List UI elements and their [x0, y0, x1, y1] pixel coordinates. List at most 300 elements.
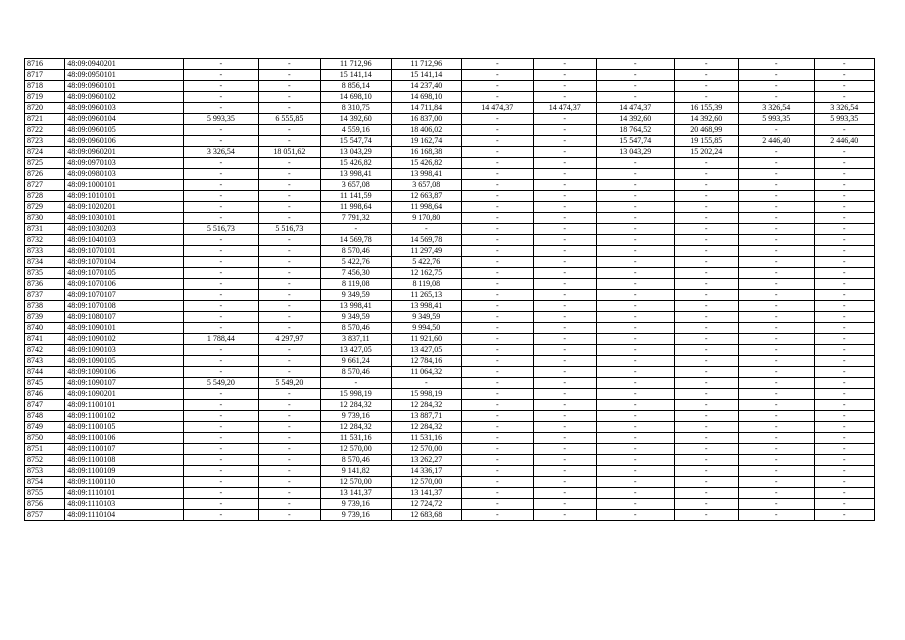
- value-col-9: -: [596, 301, 674, 312]
- table-row: [25, 224, 875, 235]
- value-col-9: 18 764,52: [596, 125, 674, 136]
- value-col-7: -: [462, 345, 534, 356]
- value-col-5: 15 998,19: [321, 389, 391, 400]
- value-col-6: 11 921,60: [391, 334, 461, 345]
- row-number: 8740: [25, 323, 65, 334]
- value-col-5: 5 422,76: [321, 257, 391, 268]
- value-col-3: -: [184, 444, 259, 455]
- row-number: 8733: [25, 246, 65, 257]
- value-col-12: 5 993,35: [814, 114, 875, 125]
- row-number: 8730: [25, 213, 65, 224]
- row-number: 8736: [25, 279, 65, 290]
- table-row: [25, 400, 875, 411]
- value-col-11: -: [738, 235, 814, 246]
- value-col-12: -: [814, 466, 875, 477]
- value-col-7: -: [462, 213, 534, 224]
- value-col-7: -: [462, 290, 534, 301]
- value-col-5: 9 349,59: [321, 312, 391, 323]
- value-col-6: 3 657,08: [391, 180, 461, 191]
- value-col-3: -: [184, 235, 259, 246]
- value-col-3: -: [184, 400, 259, 411]
- value-col-3: -: [184, 158, 259, 169]
- value-col-4: -: [258, 400, 320, 411]
- row-number: 8718: [25, 81, 65, 92]
- row-number: 8751: [25, 444, 65, 455]
- value-col-7: -: [462, 169, 534, 180]
- value-col-8: -: [533, 455, 596, 466]
- value-col-12: -: [814, 268, 875, 279]
- value-col-8: -: [533, 312, 596, 323]
- value-col-12: -: [814, 378, 875, 389]
- value-col-9: -: [596, 235, 674, 246]
- value-col-12: -: [814, 301, 875, 312]
- table-row: [25, 92, 875, 103]
- value-col-12: -: [814, 180, 875, 191]
- value-col-11: -: [738, 81, 814, 92]
- value-col-4: -: [258, 213, 320, 224]
- cadastral-number: 48:09:1100108: [65, 455, 184, 466]
- value-col-11: 5 993,35: [738, 114, 814, 125]
- value-col-9: -: [596, 422, 674, 433]
- value-col-9: 13 043,29: [596, 147, 674, 158]
- value-col-3: 1 788,44: [184, 334, 259, 345]
- table-row: [25, 422, 875, 433]
- value-col-10: -: [674, 268, 738, 279]
- value-col-3: -: [184, 213, 259, 224]
- value-col-4: -: [258, 488, 320, 499]
- value-col-9: -: [596, 81, 674, 92]
- value-col-12: -: [814, 257, 875, 268]
- row-number: 8717: [25, 70, 65, 81]
- row-number: 8731: [25, 224, 65, 235]
- value-col-7: -: [462, 389, 534, 400]
- value-col-12: -: [814, 290, 875, 301]
- cadastral-number: 48:09:1070106: [65, 279, 184, 290]
- value-col-10: -: [674, 279, 738, 290]
- value-col-4: -: [258, 433, 320, 444]
- value-col-9: -: [596, 279, 674, 290]
- value-col-7: -: [462, 466, 534, 477]
- value-col-4: -: [258, 422, 320, 433]
- value-col-9: -: [596, 510, 674, 521]
- value-col-6: 13 427,05: [391, 345, 461, 356]
- value-col-10: -: [674, 290, 738, 301]
- value-col-6: 18 406,02: [391, 125, 461, 136]
- value-col-3: 5 549,20: [184, 378, 259, 389]
- value-col-7: -: [462, 499, 534, 510]
- value-col-12: -: [814, 169, 875, 180]
- value-col-3: -: [184, 70, 259, 81]
- value-col-12: -: [814, 488, 875, 499]
- value-col-11: -: [738, 268, 814, 279]
- table-row: [25, 257, 875, 268]
- value-col-11: -: [738, 191, 814, 202]
- value-col-4: -: [258, 103, 320, 114]
- value-col-12: -: [814, 59, 875, 70]
- value-col-3: -: [184, 125, 259, 136]
- value-col-11: -: [738, 213, 814, 224]
- value-col-11: -: [738, 367, 814, 378]
- value-col-9: -: [596, 323, 674, 334]
- value-col-9: -: [596, 70, 674, 81]
- value-col-4: 6 555,85: [258, 114, 320, 125]
- row-number: 8739: [25, 312, 65, 323]
- cadastral-number: 48:09:1070101: [65, 246, 184, 257]
- value-col-12: -: [814, 147, 875, 158]
- value-col-7: -: [462, 323, 534, 334]
- value-col-8: -: [533, 466, 596, 477]
- value-col-12: -: [814, 92, 875, 103]
- value-col-7: -: [462, 136, 534, 147]
- value-col-10: 14 392,60: [674, 114, 738, 125]
- cadastral-number: 48:09:1020201: [65, 202, 184, 213]
- value-col-6: 14 698,10: [391, 92, 461, 103]
- value-col-7: -: [462, 312, 534, 323]
- value-col-8: -: [533, 213, 596, 224]
- cadastral-number: 48:09:0950101: [65, 70, 184, 81]
- value-col-7: -: [462, 400, 534, 411]
- value-col-10: -: [674, 158, 738, 169]
- value-col-5: 14 392,60: [321, 114, 391, 125]
- value-col-3: -: [184, 268, 259, 279]
- value-col-5: 13 043,29: [321, 147, 391, 158]
- table-row: [25, 389, 875, 400]
- value-col-10: -: [674, 92, 738, 103]
- value-col-10: -: [674, 389, 738, 400]
- value-col-3: -: [184, 191, 259, 202]
- table-row: [25, 279, 875, 290]
- cadastral-number: 48:09:0940201: [65, 59, 184, 70]
- value-col-9: 15 547,74: [596, 136, 674, 147]
- value-col-4: -: [258, 411, 320, 422]
- cadastral-number: 48:09:1100107: [65, 444, 184, 455]
- value-col-5: 11 712,96: [321, 59, 391, 70]
- row-number: 8735: [25, 268, 65, 279]
- value-col-5: 13 141,37: [321, 488, 391, 499]
- cadastral-number: 48:09:0960101: [65, 81, 184, 92]
- value-col-8: -: [533, 70, 596, 81]
- table-row: [25, 510, 875, 521]
- cadastral-number: 48:09:1090101: [65, 323, 184, 334]
- table-row: [25, 312, 875, 323]
- value-col-4: -: [258, 345, 320, 356]
- value-col-11: -: [738, 422, 814, 433]
- value-col-10: 20 468,99: [674, 125, 738, 136]
- value-col-8: -: [533, 510, 596, 521]
- value-col-12: -: [814, 70, 875, 81]
- value-col-12: -: [814, 389, 875, 400]
- value-col-10: -: [674, 422, 738, 433]
- row-number: 8755: [25, 488, 65, 499]
- cadastral-number: 48:09:0970103: [65, 158, 184, 169]
- cadastral-number: 48:09:0960105: [65, 125, 184, 136]
- value-col-3: -: [184, 136, 259, 147]
- value-col-11: -: [738, 466, 814, 477]
- value-col-7: -: [462, 477, 534, 488]
- value-col-11: 2 446,40: [738, 136, 814, 147]
- value-col-5: 12 284,32: [321, 422, 391, 433]
- value-col-7: -: [462, 433, 534, 444]
- value-col-10: -: [674, 334, 738, 345]
- value-col-3: 5 516,73: [184, 224, 259, 235]
- value-col-7: -: [462, 488, 534, 499]
- table-row: [25, 180, 875, 191]
- cadastral-number: 48:09:1090102: [65, 334, 184, 345]
- row-number: 8720: [25, 103, 65, 114]
- value-col-11: -: [738, 312, 814, 323]
- value-col-8: -: [533, 389, 596, 400]
- value-col-3: -: [184, 202, 259, 213]
- value-col-7: -: [462, 444, 534, 455]
- value-col-5: 9 739,16: [321, 510, 391, 521]
- cadastral-number: 48:09:1090201: [65, 389, 184, 400]
- table-row: [25, 191, 875, 202]
- value-col-11: -: [738, 389, 814, 400]
- value-col-9: -: [596, 224, 674, 235]
- value-col-3: -: [184, 312, 259, 323]
- value-col-5: 15 426,82: [321, 158, 391, 169]
- row-number: 8719: [25, 92, 65, 103]
- row-number: 8753: [25, 466, 65, 477]
- value-col-7: -: [462, 334, 534, 345]
- value-col-7: -: [462, 59, 534, 70]
- value-col-9: 14 474,37: [596, 103, 674, 114]
- cadastral-number: 48:09:0960102: [65, 92, 184, 103]
- value-col-8: -: [533, 59, 596, 70]
- table-row: [25, 147, 875, 158]
- value-col-10: -: [674, 180, 738, 191]
- value-col-9: -: [596, 367, 674, 378]
- value-col-11: -: [738, 70, 814, 81]
- cadastral-number: 48:09:1070104: [65, 257, 184, 268]
- value-col-5: 8 119,08: [321, 279, 391, 290]
- row-number: 8729: [25, 202, 65, 213]
- value-col-12: -: [814, 345, 875, 356]
- value-col-10: -: [674, 169, 738, 180]
- value-col-6: 12 162,75: [391, 268, 461, 279]
- value-col-11: -: [738, 125, 814, 136]
- cadastral-number: 48:09:0960201: [65, 147, 184, 158]
- value-col-11: -: [738, 246, 814, 257]
- value-col-5: 8 570,46: [321, 246, 391, 257]
- value-col-4: -: [258, 510, 320, 521]
- row-number: 8724: [25, 147, 65, 158]
- value-col-3: -: [184, 499, 259, 510]
- value-col-11: -: [738, 147, 814, 158]
- value-col-6: 16 837,00: [391, 114, 461, 125]
- value-col-3: -: [184, 246, 259, 257]
- value-col-3: -: [184, 433, 259, 444]
- value-col-12: -: [814, 312, 875, 323]
- table-row: [25, 235, 875, 246]
- value-col-9: -: [596, 257, 674, 268]
- table-row: [25, 378, 875, 389]
- value-col-11: -: [738, 290, 814, 301]
- value-col-6: 19 162,74: [391, 136, 461, 147]
- table-body: [25, 59, 875, 521]
- value-col-3: -: [184, 290, 259, 301]
- value-col-7: -: [462, 92, 534, 103]
- value-col-5: 8 310,75: [321, 103, 391, 114]
- value-col-9: -: [596, 455, 674, 466]
- value-col-8: -: [533, 323, 596, 334]
- table-row: [25, 202, 875, 213]
- value-col-3: -: [184, 323, 259, 334]
- value-col-5: -: [321, 378, 391, 389]
- value-col-4: -: [258, 477, 320, 488]
- value-col-12: -: [814, 400, 875, 411]
- value-col-9: -: [596, 290, 674, 301]
- row-number: 8747: [25, 400, 65, 411]
- value-col-3: 3 326,54: [184, 147, 259, 158]
- value-col-8: -: [533, 147, 596, 158]
- value-col-12: -: [814, 323, 875, 334]
- value-col-10: -: [674, 59, 738, 70]
- cadastral-number: 48:09:1100105: [65, 422, 184, 433]
- row-number: 8750: [25, 433, 65, 444]
- value-col-3: -: [184, 389, 259, 400]
- value-col-7: -: [462, 411, 534, 422]
- value-col-5: 13 998,41: [321, 301, 391, 312]
- value-col-9: -: [596, 334, 674, 345]
- value-col-4: -: [258, 158, 320, 169]
- value-col-9: -: [596, 345, 674, 356]
- table-row: [25, 103, 875, 114]
- value-col-6: 15 426,82: [391, 158, 461, 169]
- value-col-4: -: [258, 70, 320, 81]
- row-number: 8745: [25, 378, 65, 389]
- row-number: 8737: [25, 290, 65, 301]
- value-col-8: -: [533, 224, 596, 235]
- value-col-4: -: [258, 356, 320, 367]
- value-col-10: -: [674, 224, 738, 235]
- value-col-3: -: [184, 510, 259, 521]
- value-col-6: 11 998,64: [391, 202, 461, 213]
- value-col-4: -: [258, 59, 320, 70]
- value-col-12: -: [814, 246, 875, 257]
- value-col-6: 9 170,80: [391, 213, 461, 224]
- value-col-8: -: [533, 114, 596, 125]
- value-col-4: 5 549,20: [258, 378, 320, 389]
- value-col-12: -: [814, 158, 875, 169]
- value-col-11: -: [738, 279, 814, 290]
- cadastral-number: 48:09:1090106: [65, 367, 184, 378]
- value-col-5: 14 569,78: [321, 235, 391, 246]
- value-col-7: -: [462, 510, 534, 521]
- value-col-6: 12 570,00: [391, 477, 461, 488]
- value-col-4: -: [258, 125, 320, 136]
- value-col-7: -: [462, 202, 534, 213]
- value-col-3: -: [184, 455, 259, 466]
- value-col-7: -: [462, 367, 534, 378]
- value-col-12: -: [814, 477, 875, 488]
- value-col-8: -: [533, 477, 596, 488]
- value-col-8: -: [533, 356, 596, 367]
- value-col-11: -: [738, 92, 814, 103]
- row-number: 8757: [25, 510, 65, 521]
- value-col-6: 12 284,32: [391, 422, 461, 433]
- value-col-3: -: [184, 411, 259, 422]
- value-col-3: -: [184, 180, 259, 191]
- row-number: 8746: [25, 389, 65, 400]
- value-col-6: 14 711,84: [391, 103, 461, 114]
- value-col-8: -: [533, 235, 596, 246]
- value-col-6: 13 262,27: [391, 455, 461, 466]
- value-col-8: -: [533, 125, 596, 136]
- value-col-9: -: [596, 433, 674, 444]
- value-col-11: -: [738, 345, 814, 356]
- value-col-10: -: [674, 345, 738, 356]
- value-col-10: -: [674, 312, 738, 323]
- value-col-4: -: [258, 235, 320, 246]
- value-col-11: -: [738, 378, 814, 389]
- cadastral-number: 48:09:1100106: [65, 433, 184, 444]
- value-col-6: 9 349,59: [391, 312, 461, 323]
- value-col-7: -: [462, 81, 534, 92]
- value-col-8: -: [533, 411, 596, 422]
- value-col-4: -: [258, 202, 320, 213]
- row-number: 8754: [25, 477, 65, 488]
- cadastral-number: 48:09:1030203: [65, 224, 184, 235]
- value-col-5: 15 547,74: [321, 136, 391, 147]
- value-col-8: -: [533, 400, 596, 411]
- value-col-12: -: [814, 422, 875, 433]
- value-col-10: -: [674, 400, 738, 411]
- value-col-6: -: [391, 378, 461, 389]
- value-col-7: -: [462, 158, 534, 169]
- value-col-12: -: [814, 367, 875, 378]
- value-col-6: -: [391, 224, 461, 235]
- value-col-12: -: [814, 433, 875, 444]
- value-col-11: -: [738, 444, 814, 455]
- value-col-8: -: [533, 334, 596, 345]
- value-col-12: -: [814, 202, 875, 213]
- value-col-11: -: [738, 224, 814, 235]
- row-number: 8756: [25, 499, 65, 510]
- value-col-12: -: [814, 444, 875, 455]
- row-number: 8749: [25, 422, 65, 433]
- cadastral-number: 48:09:1110101: [65, 488, 184, 499]
- value-col-5: 9 349,59: [321, 290, 391, 301]
- value-col-10: -: [674, 246, 738, 257]
- value-col-4: -: [258, 290, 320, 301]
- value-col-7: -: [462, 378, 534, 389]
- value-col-8: -: [533, 246, 596, 257]
- cadastral-number: 48:09:1110103: [65, 499, 184, 510]
- value-col-12: -: [814, 224, 875, 235]
- value-col-5: 8 856,14: [321, 81, 391, 92]
- value-col-12: -: [814, 510, 875, 521]
- value-col-5: 8 570,46: [321, 367, 391, 378]
- value-col-9: -: [596, 378, 674, 389]
- value-col-8: -: [533, 81, 596, 92]
- value-col-4: -: [258, 257, 320, 268]
- value-col-11: -: [738, 433, 814, 444]
- value-col-5: 11 998,64: [321, 202, 391, 213]
- value-col-4: -: [258, 312, 320, 323]
- value-col-8: -: [533, 378, 596, 389]
- value-col-6: 11 531,16: [391, 433, 461, 444]
- value-col-6: 14 569,78: [391, 235, 461, 246]
- value-col-6: 13 887,71: [391, 411, 461, 422]
- table-row: [25, 70, 875, 81]
- value-col-10: -: [674, 444, 738, 455]
- value-col-8: -: [533, 488, 596, 499]
- value-col-12: -: [814, 334, 875, 345]
- value-col-12: -: [814, 125, 875, 136]
- value-col-11: -: [738, 356, 814, 367]
- cadastral-number: 48:09:1040103: [65, 235, 184, 246]
